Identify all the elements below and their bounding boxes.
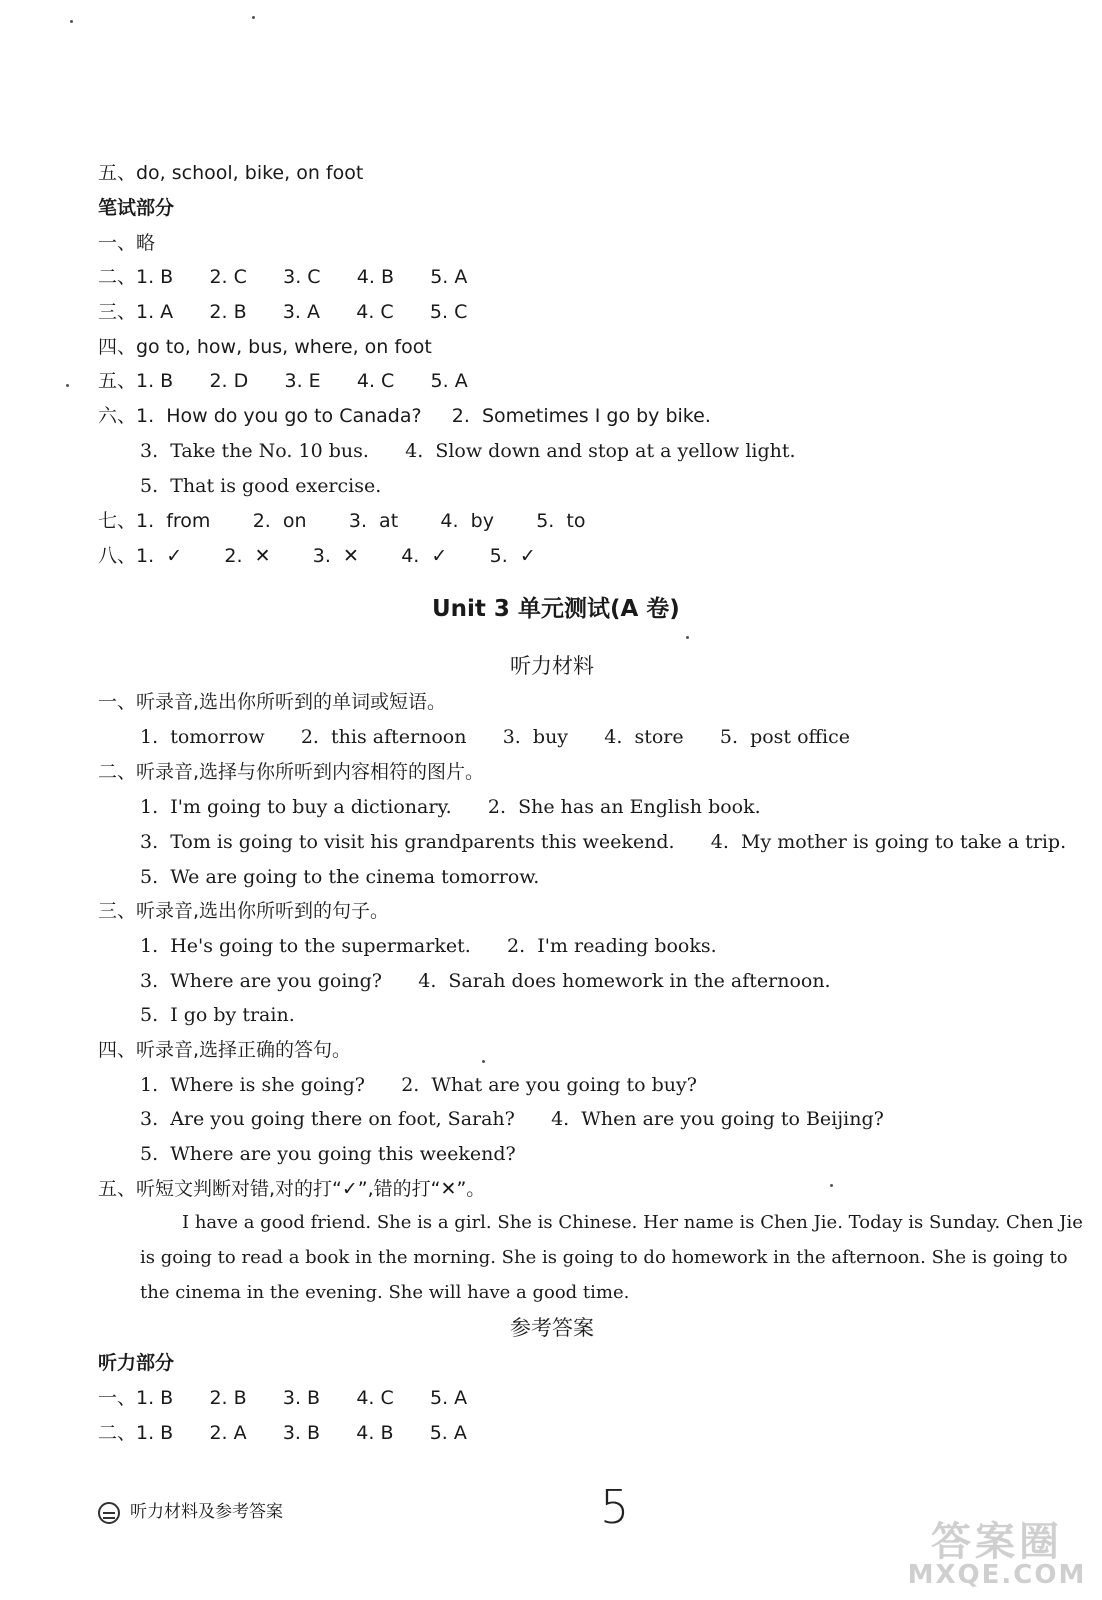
transcript-line: 3. Where are you going? 4. Sarah does homework in the afternoon. — [140, 970, 831, 992]
footer-label: 听力材料及参考答案 — [130, 1502, 283, 1522]
scan-speck — [252, 16, 255, 19]
answer-line: 三、1. A 2. B 3. A 4. C 5. C — [98, 301, 468, 323]
answer-line: 五、1. B 2. D 3. E 4. C 5. A — [98, 370, 468, 392]
question-heading: 三、听录音,选出你所听到的句子。 — [98, 900, 390, 922]
question-heading: 五、听短文判断对错,对的打“✓”,错的打“✕”。 — [98, 1178, 486, 1200]
transcript-line: 3. Are you going there on foot, Sarah? 4. When are you going to Beijing? — [140, 1108, 884, 1130]
section-title: 参考答案 — [510, 1316, 594, 1340]
watermark-line: MXQE.COM — [907, 1560, 1087, 1590]
scan-speck — [66, 384, 69, 387]
section-heading: 听力部分 — [98, 1352, 175, 1374]
watermark — [902, 1519, 1092, 1594]
passage-line: the cinema in the evening. She will have a good time. — [140, 1282, 630, 1303]
page-number: 5 — [600, 1480, 630, 1534]
watermark-line: 答案圈 — [931, 1519, 1063, 1565]
transcript-line: 5. We are going to the cinema tomorrow. — [140, 866, 540, 888]
page-title: Unit 3 单元测试(A 卷) — [432, 596, 680, 622]
transcript-line: 3. Tom is going to visit his grandparents this weekend. 4. My mother is going to take a trip. — [140, 831, 1067, 853]
scan-speck — [482, 1060, 485, 1063]
transcript-line: 1. tomorrow 2. this afternoon 3. buy 4. store 5. post office — [140, 726, 851, 748]
scan-speck — [70, 20, 73, 23]
answer-line: 二、1. B 2. A 3. B 4. B 5. A — [98, 1422, 467, 1444]
transcript-line: 5. I go by train. — [140, 1004, 295, 1026]
section-title: 听力材料 — [510, 654, 594, 678]
scan-speck — [830, 1184, 833, 1187]
answer-line: 四、go to, how, bus, where, on foot — [98, 336, 432, 358]
answer-line: 5. That is good exercise. — [140, 475, 382, 497]
answer-line: 八、1. ✓ 2. ✕ 3. ✕ 4. ✓ 5. ✓ — [98, 545, 536, 567]
passage-line: I have a good friend. She is a girl. She is Chinese. Her name is Chen Jie. Today is Sunday. Chen Jie — [182, 1212, 1083, 1233]
footer-logo-icon — [98, 1502, 120, 1524]
answer-line: 五、do, school, bike, on foot — [98, 162, 364, 184]
transcript-line: 1. I'm going to buy a dictionary. 2. She has an English book. — [140, 796, 761, 818]
section-heading: 笔试部分 — [98, 197, 175, 219]
answer-line: 一、略 — [98, 232, 156, 254]
question-heading: 四、听录音,选择正确的答句。 — [98, 1039, 352, 1061]
answer-line: 3. Take the No. 10 bus. 4. Slow down and stop at a yellow light. — [140, 440, 796, 462]
transcript-line: 5. Where are you going this weekend? — [140, 1143, 516, 1165]
transcript-line: 1. He's going to the supermarket. 2. I'm reading books. — [140, 935, 717, 957]
question-heading: 二、听录音,选择与你所听到内容相符的图片。 — [98, 761, 485, 783]
answer-line: 七、1. from 2. on 3. at 4. by 5. to — [98, 510, 586, 532]
passage-line: is going to read a book in the morning. She is going to do homework in the afternoon. She is going to — [140, 1247, 1068, 1268]
answer-line: 六、1. How do you go to Canada? 2. Sometimes I go by bike. — [98, 405, 711, 427]
transcript-line: 1. Where is she going? 2. What are you going to buy? — [140, 1074, 697, 1096]
answer-line: 一、1. B 2. B 3. B 4. C 5. A — [98, 1387, 468, 1409]
scan-speck — [686, 636, 689, 639]
question-heading: 一、听录音,选出你所听到的单词或短语。 — [98, 691, 447, 713]
answer-line: 二、1. B 2. C 3. C 4. B 5. A — [98, 266, 468, 288]
